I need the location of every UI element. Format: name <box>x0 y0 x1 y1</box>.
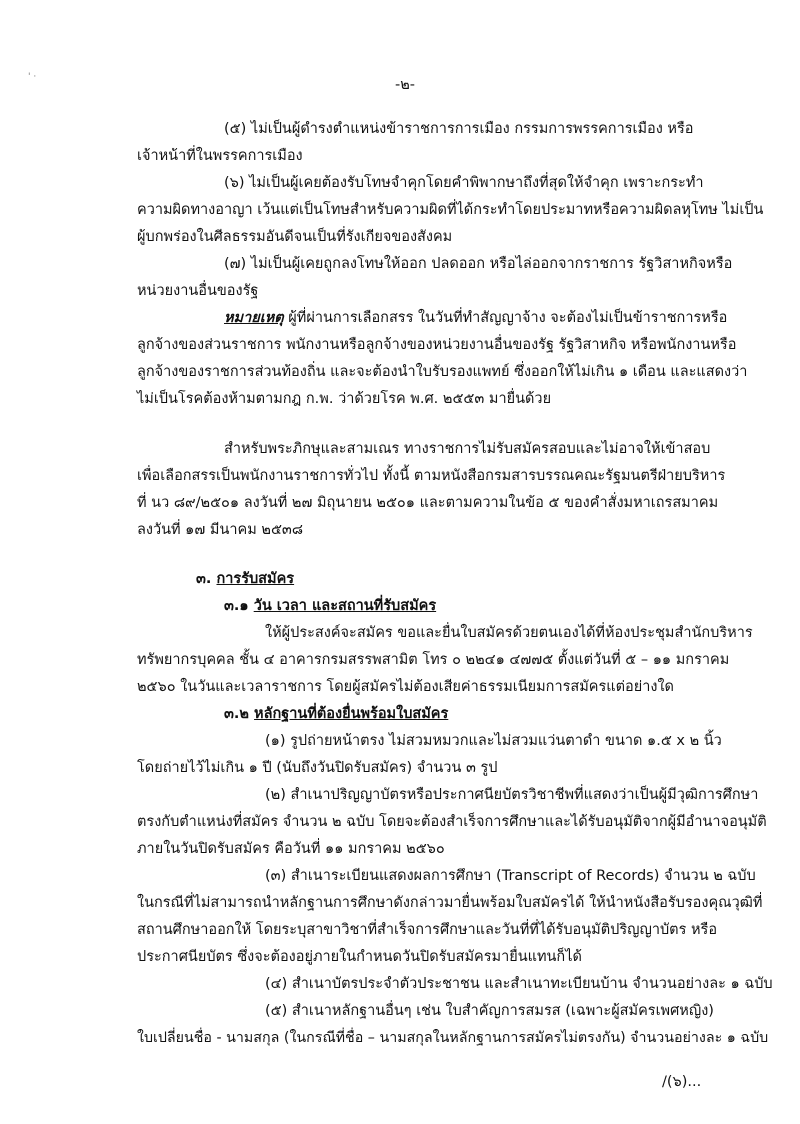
section-3-number: ๓. <box>196 571 212 587</box>
qualification-6-line-3: ผู้บกพร่องในศีลธรรมอันดีจนเป็นที่รังเกียจของสังคม <box>137 229 453 245</box>
section-3-2-number: ๓.๒ <box>224 706 249 722</box>
section-3-heading <box>196 570 294 588</box>
note-text-1: ผู้ที่ผ่านการเลือกสรร ในวันที่ทำสัญญาจ้าง จะต้องไม่เป็นข้าราชการหรือ <box>288 310 728 326</box>
section-3-1-heading <box>224 597 436 615</box>
note-line-3: ลูกจ้างของราชการส่วนท้องถิ่น และจะต้องนำใบรับรองแพทย์ ซึ่งออกให้ไม่เกิน ๑ เดือน และแสดงว่า <box>137 364 748 380</box>
document-3-line-3: สถานศึกษาออกให้ โดยระบุสาขาวิชาที่สำเร็จการศึกษาและวันที่ที่ได้รับอนุมัติปริญญาบัตร หรือ <box>137 922 718 938</box>
section-3-1-line-1: ให้ผู้ประสงค์จะสมัคร ขอและยื่นใบสมัครด้วยตนเองได้ที่ห้องประชุมสำนักบริหาร <box>265 625 753 641</box>
note-line-2: ลูกจ้างของส่วนราชการ พนักงานหรือลูกจ้างของหน่วยงานอื่นของรัฐ รัฐวิสาหกิจ หรือพนักงานหรือ <box>137 337 737 353</box>
document-3-line-4: ประกาศนียบัตร ซึ่งจะต้องอยู่ภายในกำหนดวันปิดรับสมัครมายื่นแทนก็ได้ <box>137 949 582 965</box>
document-3-line-2: ในกรณีที่ไม่สามารถนำหลักฐานการศึกษาดังกล่าวมายื่นพร้อมใบสมัครได้ ให้นำหนังสือรับรองคุณวุฒิที่ <box>137 895 763 911</box>
document-1-line-1: (๑) รูปถ่ายหน้าตรง ไม่สวมหมวกและไม่สวมแว่นตาดำ ขนาด ๑.๕ x ๒ นิ้ว <box>265 733 722 749</box>
monks-line-3: ที่ นว ๘๙/๒๕๐๑ ลงวันที่ ๒๗ มิถุนายน ๒๕๐๑ และตามความในข้อ ๕ ของคำสั่งมหาเถรสมาคม <box>137 495 719 511</box>
document-1-line-2: โดยถ่ายไว้ไม่เกิน ๑ ปี (นับถึงวันปิดรับสมัคร) จำนวน ๓ รูป <box>137 760 498 776</box>
qualification-5-line-1: (๕) ไม่เป็นผู้ดำรงตำแหน่งข้าราชการการเมือง กรรมการพรรคการเมือง หรือ <box>224 121 694 137</box>
document-2-line-2: ตรงกับตำแหน่งที่สมัคร จำนวน ๒ ฉบับ โดยจะต้องสำเร็จการศึกษาและได้รับอนุมัติจากผู้มีอำนาจอนุมัติ <box>137 814 767 830</box>
section-3-1-line-3: ๒๕๖๐ ในวันและเวลาราชการ โดยผู้สมัครไม่ต้องเสียค่าธรรมเนียมการสมัครแต่อย่างใด <box>137 679 674 695</box>
document-3-line-1: (๓) สำเนาระเบียนแสดงผลการศึกษา (Transcript of Records) จำนวน ๒ ฉบับ <box>265 868 756 884</box>
section-3-title: การรับสมัคร <box>216 571 295 587</box>
monks-line-4: ลงวันที่ ๑๗ มีนาคม ๒๕๓๘ <box>137 522 304 538</box>
page-number: -๒- <box>395 77 416 93</box>
note-line-4: ไม่เป็นโรคต้องห้ามตามกฎ ก.พ. ว่าด้วยโรค พ.ศ. ๒๕๕๓ มายื่นด้วย <box>137 391 552 407</box>
qualification-7-line-2: หน่วยงานอื่นของรัฐ <box>137 283 259 299</box>
continuation-marker: /(๖)... <box>662 1074 702 1090</box>
document-5-line-2: ใบเปลี่ยนชื่อ - นามสกุล (ในกรณีที่ชื่อ – นามสกุลในหลักฐานการสมัครไม่ตรงกัน) จำนวนอย่างละ ๑ ฉบับ <box>137 1030 769 1046</box>
document-5-line-1: (๕) สำเนาหลักฐานอื่นๆ เช่น ใบสำคัญการสมรส (เฉพาะผู้สมัครเพศหญิง) <box>265 1003 714 1019</box>
monks-line-1: สำหรับพระภิกษุและสามเณร ทางราชการไม่รับสมัครสอบและไม่อาจให้เข้าสอบ <box>224 441 711 457</box>
section-3-2-title: หลักฐานที่ต้องยื่นพร้อมใบสมัคร <box>254 706 449 722</box>
note-label: หมายเหตุ <box>224 310 284 326</box>
section-3-1-title: วัน เวลา และสถานที่รับสมัคร <box>253 598 437 614</box>
scan-margin-mark: ' · <box>28 72 37 82</box>
document-2-line-3: ภายในวันปิดรับสมัคร คือวันที่ ๑๑ มกราคม ๒๕๖๐ <box>137 841 445 857</box>
section-3-1-line-2: ทรัพยากรบุคคล ชั้น ๔ อาคารกรมสรรพสามิต โทร ๐ ๒๒๔๑ ๔๗๗๕ ตั้งแต่วันที่ ๕ – ๑๑ มกราคม <box>137 652 730 668</box>
qualification-6-line-1: (๖) ไม่เป็นผู้เคยต้องรับโทษจำคุกโดยคำพิพากษาถึงที่สุดให้จำคุก เพราะกระทำ <box>224 175 704 191</box>
qualification-7-line-1: (๗) ไม่เป็นผู้เคยถูกลงโทษให้ออก ปลดออก หรือไล่ออกจากราชการ รัฐวิสาหกิจหรือ <box>224 256 733 272</box>
qualification-5-line-2: เจ้าหน้าที่ในพรรคการเมือง <box>137 148 303 164</box>
document-4-line-1: (๔) สำเนาบัตรประจำตัวประชาชน และสำเนาทะเบียนบ้าน จำนวนอย่างละ ๑ ฉบับ <box>265 976 773 992</box>
qualification-6-line-2: ความผิดทางอาญา เว้นแต่เป็นโทษสำหรับความผิดที่ได้กระทำโดยประมาทหรือความผิดลหุโทษ ไม่เป็น <box>137 202 764 218</box>
document-2-line-1: (๒) สำเนาปริญญาบัตรหรือประกาศนียบัตรวิชาชีพที่แสดงว่าเป็นผู้มีวุฒิการศึกษา <box>265 787 759 803</box>
section-3-2-heading <box>224 705 448 723</box>
monks-line-2: เพื่อเลือกสรรเป็นพนักงานราชการทั่วไป ทั้งนี้ ตามหนังสือกรมสารบรรณคณะรัฐมนตรีฝ่ายบริหาร <box>137 468 726 484</box>
note-line-1 <box>224 309 727 327</box>
section-3-1-number: ๓.๑ <box>224 598 249 614</box>
